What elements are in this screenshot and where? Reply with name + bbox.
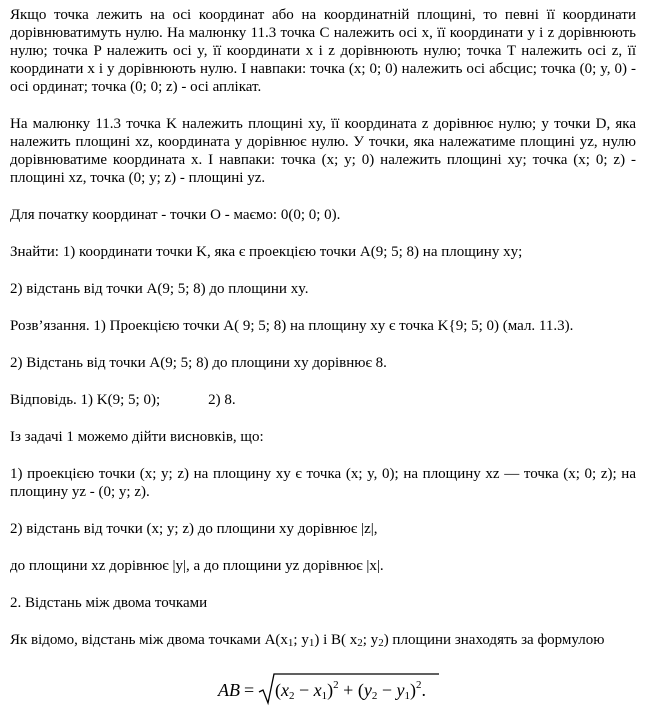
paragraph-task: Знайти: 1) координати точки K, яка є проекцією точки A(9; 5; 8) на площину xy;	[10, 244, 523, 260]
distance-formula	[0, 672, 650, 708]
paragraph-origin: Для початку координат - точки O - маємо: 0(0; 0; 0).	[10, 207, 341, 223]
answer-part2: 2) 8.	[208, 392, 236, 408]
paragraph-projection-rule: 1) проекцією точки (x; y; z) на площину xy є точка (x; y, 0); на площину xz — точка (x; 0; z); на площину yz - (0; y; z).	[10, 466, 636, 500]
paragraph-distance-rule: 2) відстань від точки (x; y; z) до площини xy дорівнює |z|,	[10, 521, 378, 537]
paragraph-plane-points: На малюнку 11.3 точка K належить площині xy, її координата z дорівнює нулю; у точки D, яка належить площині xz, координата y дорівнює нулю. У точки, яка належатиме площині yz, нулю дорівнюватиме координата x. І навпаки: точка (x; y; 0) належить площині xy; точка (x; 0; z) - площині xz, точка (0; y; z) - площині yz.	[10, 116, 636, 186]
paragraph-solution: Розв’язання. 1) Проекцією точки A( 9; 5; 8) на площину xy є точка K{9; 5; 0) (мал. 11.3).	[10, 318, 574, 334]
paragraph-solution-part2: 2) Відстань від точки A(9; 5; 8) до площини xy дорівнює 8.	[10, 355, 387, 371]
paragraph-task-part2: 2) відстань від точки A(9; 5; 8) до площини xy.	[10, 281, 309, 297]
paragraph-conclusion-intro: Із задачі 1 можемо дійти висновків, що:	[10, 429, 264, 445]
formula-equals: =	[244, 680, 255, 700]
paragraph-distance-intro: Як відомо, відстань між двома точками $A(x_1$; $y_1$) і B( $x_2$; $y_2$) площини знаходять за формулою	[10, 632, 605, 649]
answer-part1: Відповідь. 1) K(9; 5; 0);	[10, 392, 161, 408]
paragraph-axis-points: Якщо точка лежить на осі координат або на координатній площині, то певні її координати дорівнюватимуть нулю. На малюнку 11.3 точка C належить осі x, її координати y і z дорівнюють нулю; точка P належить осі y, її координати x і z дорівнюють нулю; точка T належить осі z, її координати x і y дорівнюють нулю. І навпаки: точка (x; 0; 0) належить осі абсцис; точка (0; y, 0) - осі ординат; точка (0; 0; z) - осі аплікат.	[10, 7, 636, 95]
paragraph-answer	[10, 391, 636, 409]
formula-lhs: AB	[218, 680, 240, 700]
document-body	[10, 6, 636, 649]
formula-radicand: $(x_2 - x_1)^2 + (y_2 - y_1)^2$.	[275, 679, 426, 702]
paragraph-distance-rule-cont: до площини xz дорівнює |y|, а до площини yz дорівнює |x|.	[10, 558, 384, 574]
section-heading-distance: 2. Відстань між двома точками	[10, 595, 208, 611]
